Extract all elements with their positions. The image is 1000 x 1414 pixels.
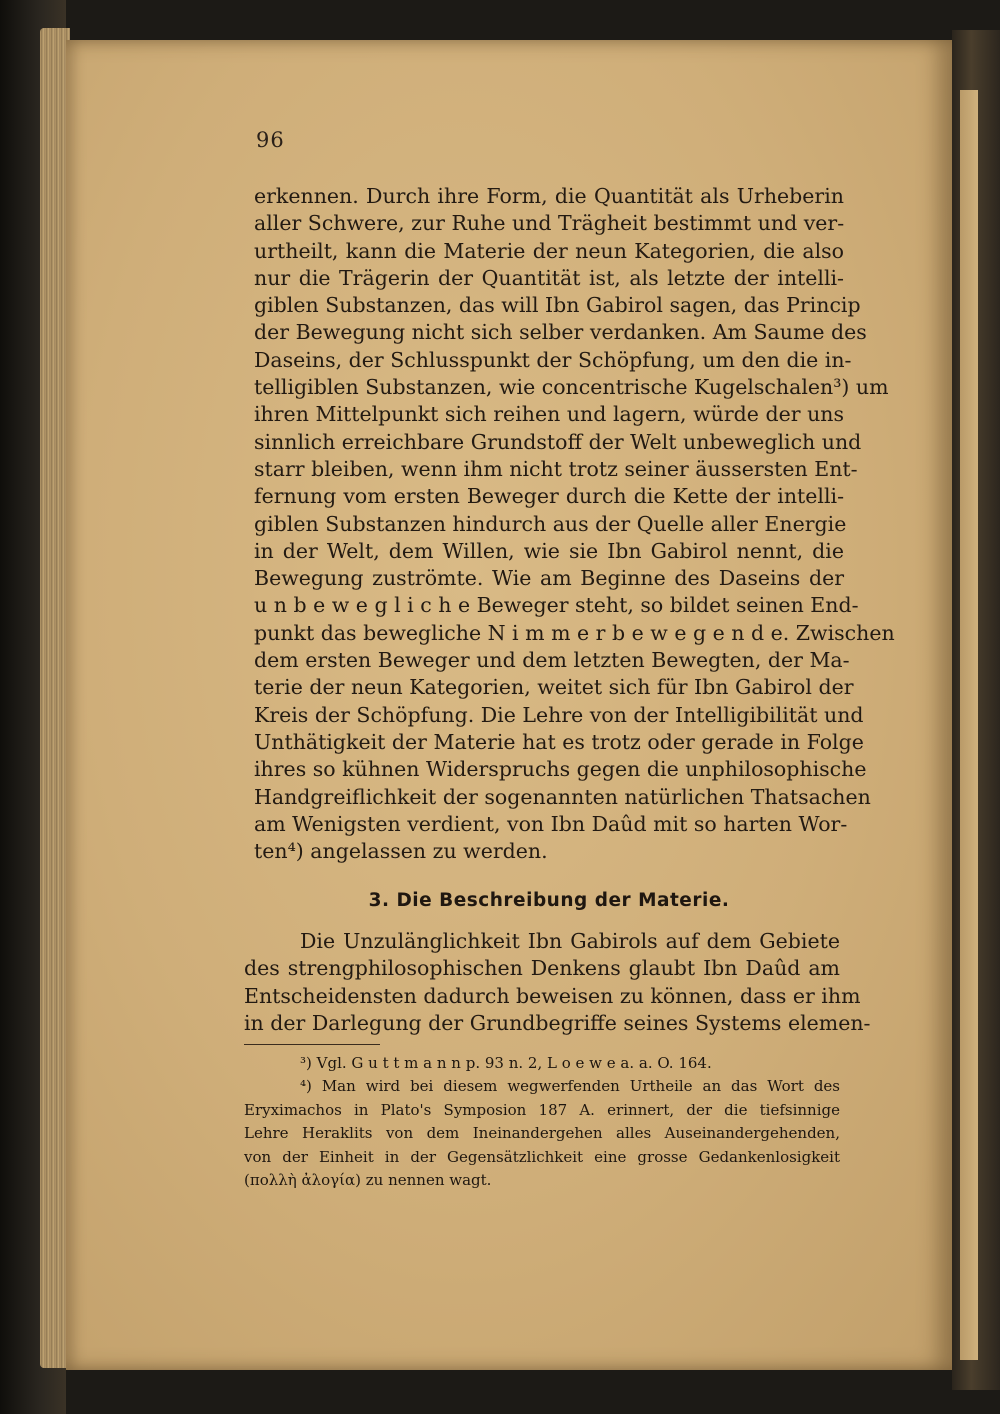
footnote-line: ³) Vgl. G u t t m a n n p. 93 n. 2, L o e w e a. a. O. 164. bbox=[300, 1054, 712, 1072]
text-line: Die Unzulänglichkeit Ibn Gabirols auf dem Gebiete bbox=[300, 929, 840, 953]
text-line: terie der neun Kategorien, weitet sich für Ibn Gabirol der bbox=[254, 675, 854, 700]
text-line: erkennen. Durch ihre Form, die Quantität als Urheberin bbox=[254, 184, 844, 208]
text-line: telligiblen Substanzen, wie concentrische Kugelschalen³) um bbox=[254, 375, 889, 400]
footnote-line: Lehre Heraklits von dem Ineinandergehen alles Auseinandergehenden, bbox=[244, 1124, 840, 1143]
footnote-line: von der Einheit in der Gegensätzlichkeit eine grosse Gedankenlosigkeit bbox=[244, 1147, 840, 1166]
text-line: ihres so kühnen Widerspruchs gegen die unphilosophische bbox=[254, 757, 867, 782]
text-line: sinnlich erreichbare Grundstoff der Welt unbeweglich und bbox=[254, 429, 862, 454]
text-line: Unthätigkeit der Materie hat es trotz oder gerade in Folge bbox=[254, 729, 864, 754]
footnote-line: Eryximachos in Plato's Symposion 187 A. erinnert, der die tiefsinnige bbox=[244, 1100, 840, 1119]
text-line: urtheilt, kann die Materie der neun Kategorien, die also bbox=[254, 238, 844, 263]
text-line: Handgreiflichkeit der sogenannten natürlichen Thatsachen bbox=[254, 784, 871, 809]
section-paragraph bbox=[244, 928, 871, 1037]
text-line: Kreis der Schöpfung. Die Lehre von der Intelligibilität und bbox=[254, 702, 864, 727]
text-line: des strengphilosophischen Denkens glaubt Ibn Daûd am bbox=[244, 956, 840, 981]
text-line: u n b e w e g l i c h e Beweger steht, so bildet seinen End- bbox=[254, 593, 859, 618]
text-line: starr bleiben, wenn ihm nicht trotz seiner äussersten Ent- bbox=[254, 456, 858, 481]
text-line: aller Schwere, zur Ruhe und Trägheit bestimmt und ver- bbox=[254, 211, 845, 236]
footnote-divider bbox=[244, 1044, 380, 1045]
text-line: nur die Trägerin der Quantität ist, als letzte der intelli- bbox=[254, 265, 844, 290]
footnote-line: ⁴) Man wird bei diesem wegwerfenden Urtheile an das Wort des bbox=[300, 1077, 840, 1096]
text-line: Entscheidensten dadurch beweisen zu können, dass er ihm bbox=[244, 983, 861, 1008]
section-heading: 3. Die Beschreibung der Materie. bbox=[368, 890, 730, 911]
text-line: in der Welt, dem Willen, wie sie Ibn Gabirol nennt, die bbox=[254, 538, 844, 563]
text-line: giblen Substanzen hindurch aus der Quelle aller Energie bbox=[254, 511, 847, 536]
text-line: ten⁴) angelassen zu werden. bbox=[254, 839, 548, 864]
text-line: in der Darlegung der Grundbegriffe seines Systems elemen- bbox=[244, 1010, 871, 1035]
text-line: punkt das bewegliche N i m m e r b e w e g e n d e. Zwischen bbox=[254, 620, 895, 645]
text-line: der Bewegung nicht sich selber verdanken. Am Saume des bbox=[254, 320, 867, 345]
text-line: dem ersten Beweger und dem letzten Bewegten, der Ma- bbox=[254, 648, 850, 673]
footnote-line: (πολλὴ ἀλογία) zu nennen wagt. bbox=[244, 1171, 492, 1190]
next-page-edge bbox=[960, 90, 978, 1360]
page-number: 96 bbox=[256, 128, 285, 152]
text-line: Bewegung zuströmte. Wie am Beginne des Daseins der bbox=[254, 566, 844, 591]
footnotes bbox=[244, 1052, 840, 1192]
text-line: Daseins, der Schlusspunkt der Schöpfung, um den die in- bbox=[254, 347, 852, 372]
text-line: ihren Mittelpunkt sich reihen und lagern, würde der uns bbox=[254, 402, 844, 427]
text-line: fernung vom ersten Beweger durch die Kette der intelli- bbox=[254, 484, 844, 509]
text-line: am Wenigsten verdient, von Ibn Daûd mit so harten Wor- bbox=[254, 811, 848, 836]
body-paragraph bbox=[254, 183, 895, 865]
text-line: giblen Substanzen, das will Ibn Gabirol sagen, das Princip bbox=[254, 293, 861, 318]
